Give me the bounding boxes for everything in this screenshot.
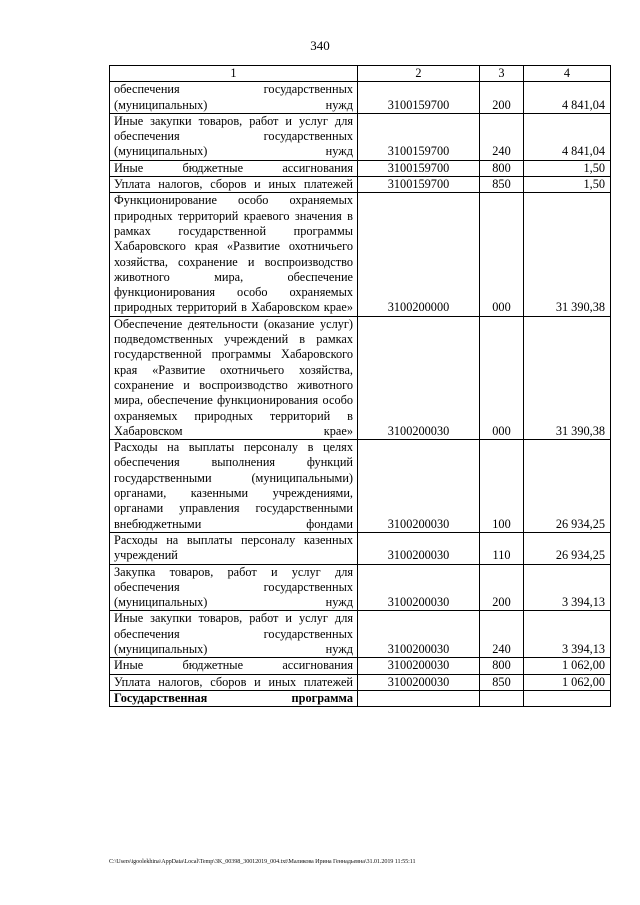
row-name-cell: Обеспечение деятельности (оказание услуг) подведомственных учреждений в рамках государственной программы Хабаровского края «Развитие охотничьего хозяйства, сохранение и воспроизводство животного мира, обеспечение функционирования особо охраняемых природных территорий в Хабаровском крае» [110, 316, 358, 439]
row-code-cell: 3100159700 [358, 113, 480, 160]
row-code-cell: 3100159700 [358, 160, 480, 176]
row-amount-cell [524, 690, 611, 706]
header-col-4: 4 [524, 66, 611, 82]
table-row [110, 113, 611, 160]
table-row [110, 690, 611, 706]
row-type-cell: 850 [480, 674, 524, 690]
table-row [110, 440, 611, 533]
row-type-cell [480, 690, 524, 706]
table-row [110, 316, 611, 439]
row-name-cell: Уплата налогов, сборов и иных платежей [110, 674, 358, 690]
row-amount-cell: 4 841,04 [524, 113, 611, 160]
row-type-cell: 000 [480, 193, 524, 316]
table-row [110, 611, 611, 658]
row-amount-cell: 1 062,00 [524, 674, 611, 690]
row-type-cell: 800 [480, 160, 524, 176]
header-col-1: 1 [110, 66, 358, 82]
table-header-row [110, 66, 611, 82]
row-amount-cell: 31 390,38 [524, 316, 611, 439]
table-row [110, 674, 611, 690]
row-amount-cell: 3 394,13 [524, 611, 611, 658]
row-amount-cell: 31 390,38 [524, 193, 611, 316]
row-name-cell: Иные бюджетные ассигнования [110, 160, 358, 176]
row-code-cell: 3100159700 [358, 177, 480, 193]
row-name-cell: Расходы на выплаты персоналу казенных учреждений [110, 532, 358, 564]
row-amount-cell: 1 062,00 [524, 658, 611, 674]
row-name-cell: обеспечения государственных (муниципальных) нужд [110, 82, 358, 114]
header-col-3: 3 [480, 66, 524, 82]
row-amount-cell: 1,50 [524, 160, 611, 176]
row-type-cell: 200 [480, 564, 524, 611]
row-amount-cell: 26 934,25 [524, 532, 611, 564]
row-code-cell: 3100200030 [358, 440, 480, 533]
file-path-footer: C:\Users\igoolekhina\AppData\Local\Temp\3K_00398_30012019_004.txt\Маликова Ирина Геннадьевна\31.01.2019 11:55:11 [109, 858, 416, 865]
table-row [110, 177, 611, 193]
row-name-cell: Государственная программа [110, 690, 358, 706]
table-row [110, 82, 611, 114]
table-row [110, 193, 611, 316]
row-code-cell: 3100200030 [358, 611, 480, 658]
budget-table [109, 65, 611, 707]
row-code-cell: 3100200030 [358, 532, 480, 564]
row-name-cell: Закупка товаров, работ и услуг для обеспечения государственных (муниципальных) нужд [110, 564, 358, 611]
row-amount-cell: 26 934,25 [524, 440, 611, 533]
row-amount-cell: 1,50 [524, 177, 611, 193]
row-code-cell: 3100200030 [358, 658, 480, 674]
row-type-cell: 000 [480, 316, 524, 439]
row-amount-cell: 3 394,13 [524, 564, 611, 611]
row-code-cell [358, 690, 480, 706]
row-code-cell: 3100200030 [358, 316, 480, 439]
row-name-cell: Иные закупки товаров, работ и услуг для обеспечения государственных (муниципальных) нужд [110, 113, 358, 160]
table-row [110, 160, 611, 176]
row-name-cell: Расходы на выплаты персоналу в целях обеспечения выполнения функций государственными (муниципальными) органами, казенными учреждениями, органами управления государственными внебюджетными фондами [110, 440, 358, 533]
table-row [110, 532, 611, 564]
row-code-cell: 3100200030 [358, 674, 480, 690]
row-type-cell: 200 [480, 82, 524, 114]
page-number: 340 [310, 38, 330, 53]
row-type-cell: 800 [480, 658, 524, 674]
row-name-cell: Уплата налогов, сборов и иных платежей [110, 177, 358, 193]
row-name-cell: Иные бюджетные ассигнования [110, 658, 358, 674]
row-type-cell: 850 [480, 177, 524, 193]
row-amount-cell: 4 841,04 [524, 82, 611, 114]
header-col-2: 2 [358, 66, 480, 82]
row-code-cell: 3100159700 [358, 82, 480, 114]
row-code-cell: 3100200000 [358, 193, 480, 316]
row-code-cell: 3100200030 [358, 564, 480, 611]
row-type-cell: 110 [480, 532, 524, 564]
table-row [110, 564, 611, 611]
row-type-cell: 100 [480, 440, 524, 533]
row-type-cell: 240 [480, 113, 524, 160]
row-name-cell: Иные закупки товаров, работ и услуг для обеспечения государственных (муниципальных) нужд [110, 611, 358, 658]
row-name-cell: Функционирование особо охраняемых природных территорий краевого значения в рамках государственной программы Хабаровского края «Развитие охотничьего хозяйства, сохранение и воспроизводство животного мира, обеспечение функционирования особо охраняемых природных территорий в Хабаровском крае» [110, 193, 358, 316]
table-row [110, 658, 611, 674]
row-type-cell: 240 [480, 611, 524, 658]
